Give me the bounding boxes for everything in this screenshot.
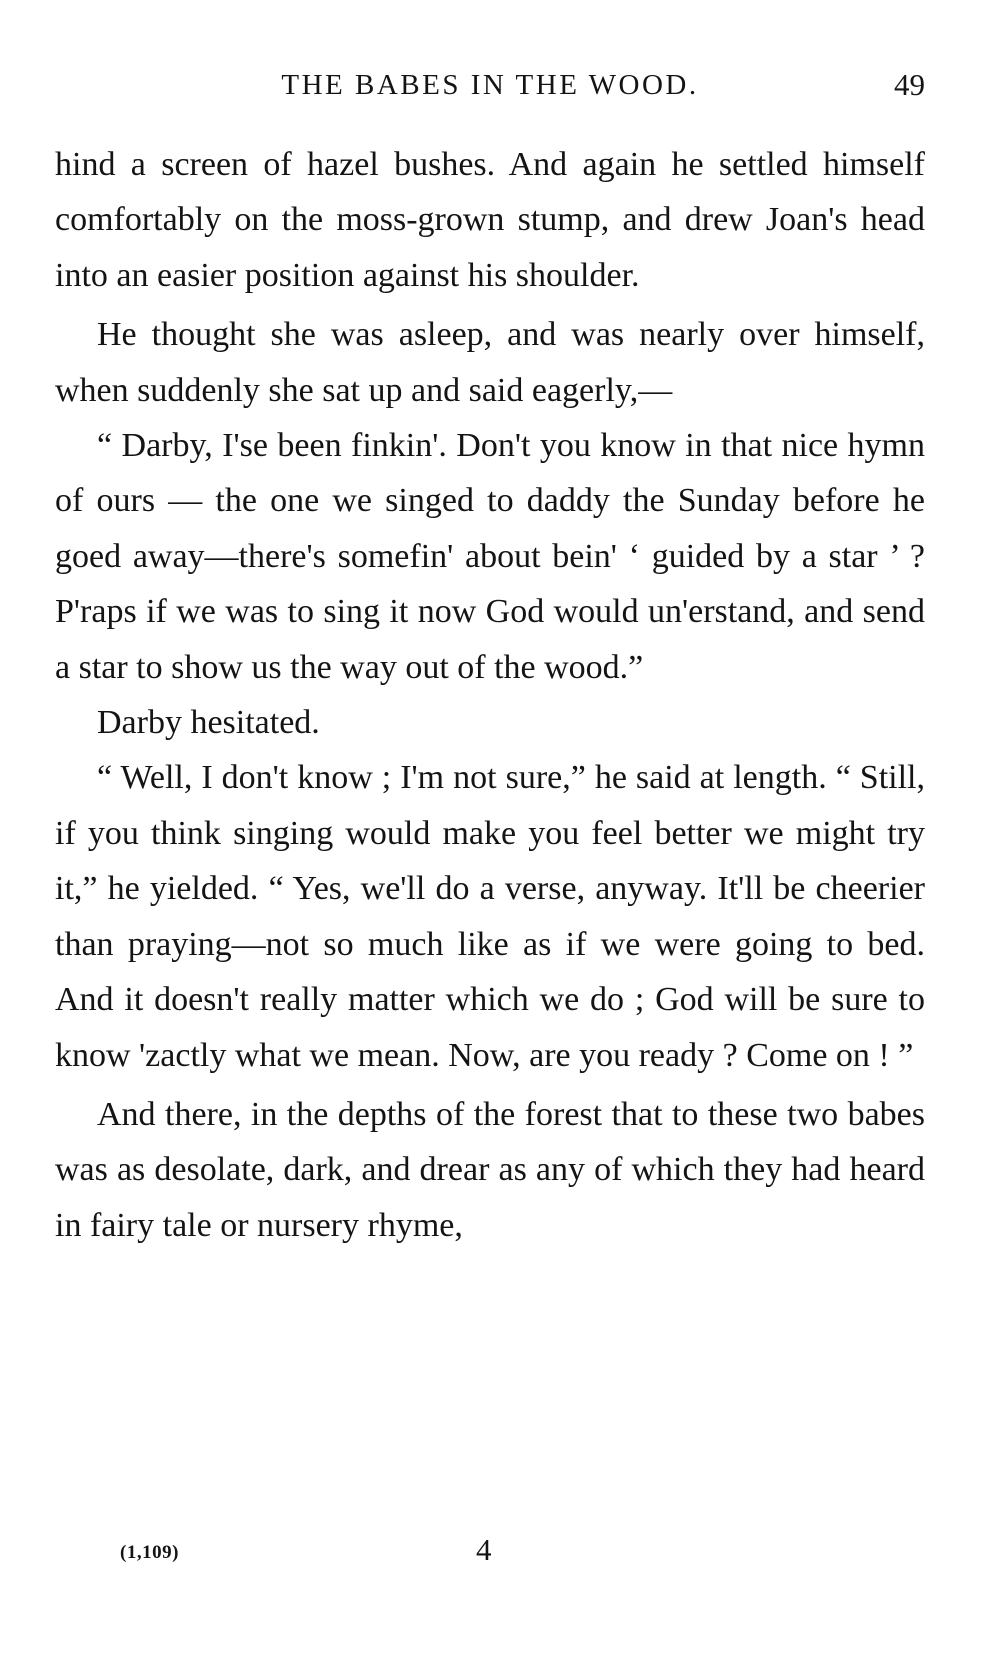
- running-title: THE BABES IN THE WOOD.: [281, 69, 699, 101]
- paragraph-continued: hind a screen of hazel bushes. And again he settled himself comfortably on the moss-grown stump, and drew Joan's head into an easier position against his shoulder.: [55, 146, 925, 294]
- paragraph: He thought she was asleep, and was nearly over himself, when suddenly she sat up and said eagerly,—: [55, 316, 925, 409]
- running-head: [55, 62, 925, 108]
- body-text: [55, 137, 925, 1253]
- paragraph: “ Darby, I'se been finkin'. Don't you know in that nice hymn of ours — the one we singed to daddy the Sunday before he goed away—there's somefin' about bein' ‘ guided by a star ’ ? P'raps if we was to sing it now God would un'erstand, and send a star to show us the way out of the wood.”: [55, 427, 925, 686]
- paragraph: Darby hesitated.: [97, 704, 320, 742]
- paragraph: And there, in the depths of the forest that to these two babes was as desolate, dark, and drear as any of which they had heard in fairy tale or nursery rhyme,: [55, 1095, 925, 1244]
- page-number: 49: [894, 67, 925, 102]
- signature-number: 4: [476, 1532, 492, 1567]
- printer-signature-mark: (1,109): [120, 1542, 179, 1563]
- paragraph: “ Well, I don't know ; I'm not sure,” he said at length. “ Still, if you think singing would make you feel better we might try it,” he yielded. “ Yes, we'll do a verse, anyway. It'll be cheerier than praying—not so much like as if we were going to bed. And it doesn't really matter which we do ; God will be sure to know 'zactly what we mean. Now, are you ready ? Come on ! ”: [55, 759, 925, 1074]
